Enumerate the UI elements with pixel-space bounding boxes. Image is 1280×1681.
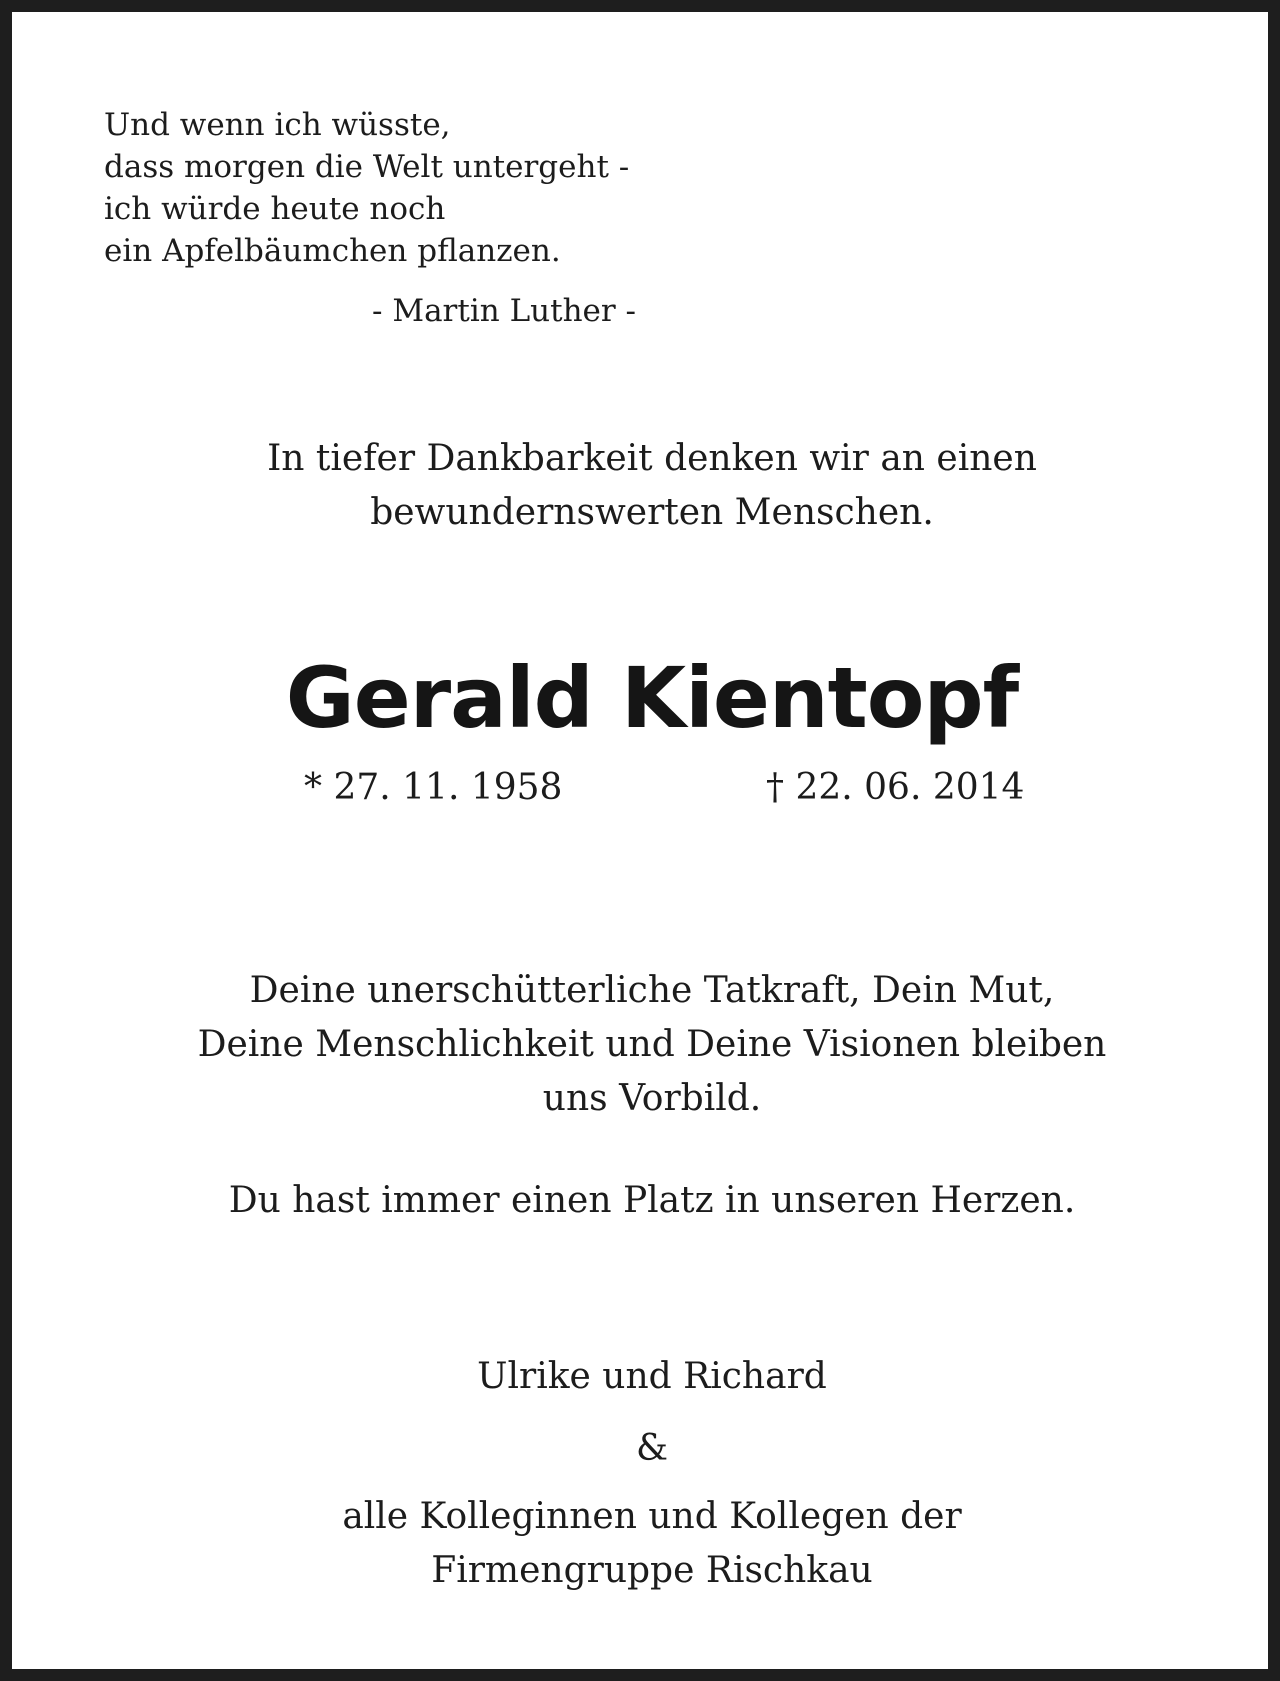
quote-line: ich würde heute noch — [104, 191, 446, 227]
quote-block — [104, 104, 704, 272]
quote-author: - Martin Luther - — [372, 293, 637, 329]
intro-line: In tiefer Dankbarkeit denken wir an einen — [267, 438, 1037, 479]
intro-text — [24, 432, 1280, 540]
quote-line: dass morgen die Welt untergeht - — [104, 149, 630, 185]
heart-line: Du hast immer einen Platz in unseren Herzen. — [228, 1180, 1076, 1221]
tribute-line: uns Vorbild. — [542, 1078, 762, 1119]
quote-line: ein Apfelbäumchen pflanzen. — [104, 233, 561, 269]
signature-names: Ulrike und Richard — [477, 1356, 827, 1397]
death-date: † 22. 06. 2014 — [766, 767, 1025, 808]
signature-group — [24, 1490, 1280, 1598]
tribute-text — [24, 964, 1280, 1126]
tribute-line: Deine unerschütterliche Tatkraft, Dein Mut, — [249, 970, 1055, 1011]
deceased-name: Gerald Kientopf — [285, 649, 1019, 747]
signature-group-line: Firmengruppe Rischkau — [431, 1550, 873, 1591]
quote-line: Und wenn ich wüsste, — [104, 107, 451, 143]
signature-group-line: alle Kolleginnen und Kollegen der — [342, 1496, 962, 1537]
birth-date: * 27. 11. 1958 — [304, 767, 563, 808]
intro-line: bewundernswerten Menschen. — [370, 492, 934, 533]
signature-ampersand: & — [635, 1428, 669, 1469]
tribute-line: Deine Menschlichkeit und Deine Visionen bleiben — [197, 1024, 1107, 1065]
